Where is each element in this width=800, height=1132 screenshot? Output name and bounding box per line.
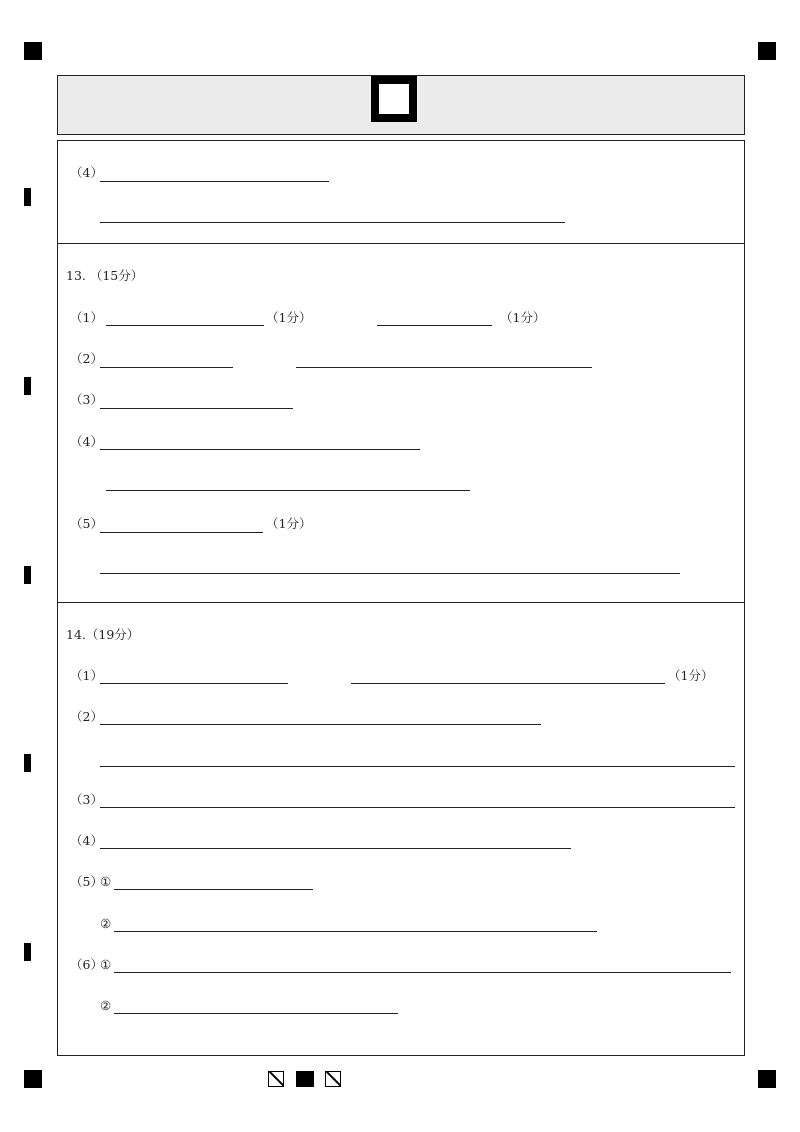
corner-mark-bottom-left-icon bbox=[24, 1070, 42, 1088]
answer-line[interactable] bbox=[106, 490, 470, 491]
section-14-title: 14.（19分） bbox=[66, 627, 140, 642]
q13-5-score: （1分） bbox=[266, 516, 312, 531]
section-13-box bbox=[57, 243, 745, 603]
q14-4-label: （4） bbox=[70, 833, 103, 848]
section-14-box bbox=[57, 602, 745, 1056]
answer-line[interactable] bbox=[100, 807, 735, 808]
q14-3-label: （3） bbox=[70, 792, 103, 807]
q13-4-label: （4） bbox=[70, 434, 103, 449]
section-13-title: 13. （15分） bbox=[66, 268, 144, 283]
q14-5-sub1: ① bbox=[100, 874, 112, 889]
answer-line[interactable] bbox=[114, 931, 597, 932]
q13-1-label: （1） bbox=[70, 310, 103, 325]
q14-5-sub2: ② bbox=[100, 916, 112, 931]
q13-1-score-b: （1分） bbox=[500, 310, 546, 325]
answer-line[interactable] bbox=[296, 367, 592, 368]
solid-box-icon bbox=[296, 1071, 314, 1087]
corner-mark-bottom-right-icon bbox=[758, 1070, 776, 1088]
corner-mark-top-left-icon bbox=[24, 42, 42, 60]
answer-line[interactable] bbox=[351, 683, 665, 684]
answer-line[interactable] bbox=[100, 573, 680, 574]
q13-1-score-a: （1分） bbox=[266, 310, 312, 325]
answer-line[interactable] bbox=[100, 683, 288, 684]
corner-mark-top-right-icon bbox=[758, 42, 776, 60]
answer-line[interactable] bbox=[100, 848, 571, 849]
timing-mark-icon bbox=[24, 754, 31, 772]
answer-line[interactable] bbox=[100, 367, 233, 368]
answer-line[interactable] bbox=[114, 1013, 398, 1014]
q13-2-label: （2） bbox=[70, 351, 103, 366]
timing-mark-icon bbox=[24, 566, 31, 584]
header-square-icon bbox=[371, 76, 417, 122]
answer-line[interactable] bbox=[100, 724, 541, 725]
q14-5-label: （5） bbox=[70, 874, 103, 889]
answer-line[interactable] bbox=[100, 766, 735, 767]
q14-6-sub1: ① bbox=[100, 957, 112, 972]
answer-line[interactable] bbox=[100, 532, 263, 533]
answer-line[interactable] bbox=[100, 222, 565, 223]
slashed-box-icon bbox=[268, 1071, 284, 1087]
q12-4-label: （4） bbox=[70, 165, 103, 180]
q14-6-label: （6） bbox=[70, 957, 103, 972]
q14-1-score: （1分） bbox=[668, 668, 714, 683]
q13-3-label: （3） bbox=[70, 392, 103, 407]
q13-5-label: （5） bbox=[70, 516, 103, 531]
q14-1-label: （1） bbox=[70, 668, 103, 683]
answer-line[interactable] bbox=[377, 325, 492, 326]
timing-mark-icon bbox=[24, 943, 31, 961]
section-12-box bbox=[57, 140, 745, 244]
q14-2-label: （2） bbox=[70, 709, 103, 724]
answer-line[interactable] bbox=[100, 181, 329, 182]
answer-line[interactable] bbox=[114, 972, 731, 973]
answer-line[interactable] bbox=[100, 408, 293, 409]
answer-line[interactable] bbox=[106, 325, 264, 326]
header-banner bbox=[57, 75, 745, 135]
answer-line[interactable] bbox=[114, 889, 313, 890]
timing-mark-icon bbox=[24, 188, 31, 206]
answer-line[interactable] bbox=[100, 449, 420, 450]
timing-mark-icon bbox=[24, 377, 31, 395]
q14-6-sub2: ② bbox=[100, 998, 112, 1013]
slashed-box-icon bbox=[325, 1071, 341, 1087]
